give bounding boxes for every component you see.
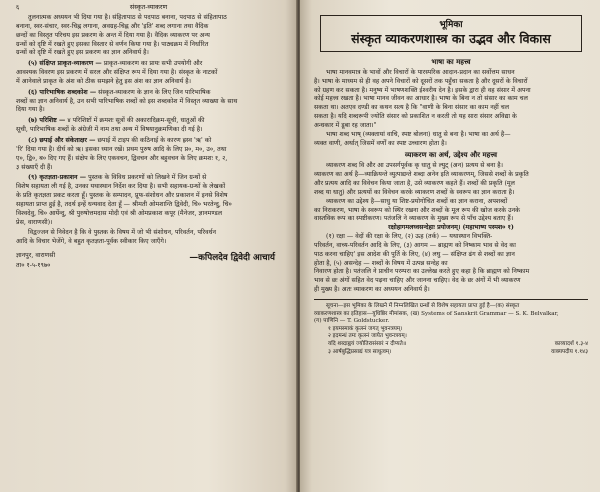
text-line: वास्तविक रूप का स्पष्टीकरण। पतंजलि ने व्याकरण के मुख्य रूप से पाँच उद्देश्य बताए हैं।: [314, 215, 514, 223]
author-name: —कपिलदेव द्विवेदी आचार्य: [189, 253, 275, 264]
text-line: बनाना, स्वर-संचार, स्वर-चिह्न लगाना, अवग्रह-चिह्न और 'इति' शब्द लगाना तथा वैदिक: [16, 22, 209, 30]
text-line: तुलनात्मक अध्ययन भी दिया गया है। संहितापाठ से पदपाठ बनाना, पदपाठ से संहितापाठ: [28, 14, 227, 21]
text-line: छपाई में टाइप की कठिनाई के कारण ह्रस्व 'ऋ' को: [97, 136, 212, 144]
quote-line: रक्षोहागमलघ्वसन्देहाः प्रयोजनम्। (महाभाष्य पस्पश० १): [388, 224, 514, 232]
left-page: [0, 0, 297, 492]
text-line: परिवर्तन, वाच्य-परिवर्तन आदि के लिए, (३) आगम — ब्राह्मण को निष्काम भाव से वेद का: [314, 241, 516, 249]
signature-block: [16, 251, 281, 271]
shloka-text: २ इदमन्धं तमः कृत्स्नं जायेत भुवनत्रयम्।: [328, 333, 407, 340]
text-line: 'रि' दिया गया है। दीर्घ को ऋ। इसका ध्यान रखें। प्रथम पुरुष आदि के लिए प्र०, म०, उ०, तथा: [16, 145, 227, 153]
text-line: व्याकरण शब्द वि और आ उपसर्गपूर्वक कृ धातु से ल्युट् (अन) प्रत्यय से बना है।: [326, 162, 504, 170]
shloka-ref: काव्यादर्श १.३-४: [554, 340, 588, 347]
text-line: सहायता प्राप्त हुई है, तदर्थ इन्हें धन्यवाद देता हूँ — श्रीमती ओमशान्ति द्विवेदी, चि० भरतेन्दु, चि०: [16, 200, 232, 208]
text-line: अन्धकार में डूबा रह जाता।": [314, 121, 377, 129]
shloka-text: १ इयमस्माकं कृत्स्नं जगत् भुवनत्रयम्।: [328, 325, 403, 332]
section-language-importance: [314, 69, 588, 149]
text-line: निवारण होता है। पतंजलि ने प्राचीन परम्परा का उल्लेख करते हुए कहा है कि ब्राह्मण को निष्काम: [314, 268, 530, 276]
text-line: भाषा शब्द भाष् (व्यक्तायां वाचि, स्पष्ट बोलना) धातु से बना है। भाषा का अर्थ है—: [326, 130, 511, 138]
text-line: प्राकृत-व्याकरण का प्रायः सभी उपयोगी और: [103, 60, 203, 68]
text-line: प्रेस, वाराणसी)।: [16, 218, 53, 226]
text-line: पुस्तक के विविध प्रकरणों को लिखने में जिन ग्रन्थों से: [88, 174, 207, 182]
section-grammar-purpose: [314, 162, 588, 295]
text-line: होता है, (५) असन्देह — शब्दों के विषय में उत्पन्न सन्देह का: [314, 259, 448, 267]
text-line: सूची, पारिभाषिक शब्दों के अंग्रेजी में नाम तथा अन्य में विषयानुक्रमणिका दी गई है।: [16, 126, 203, 134]
text-line: व्याकरण का उद्देश्य है—साधु या शिष्ट-प्रयोगोचित शब्दों का ज्ञान कराना, अपशब्दों: [326, 197, 508, 205]
text-line: आदि के विचार भेजेंगे, वे बहुत कृतज्ञता-पूर्वक स्वीकार किए जाएँगे।: [16, 238, 167, 246]
item-printing: [16, 137, 281, 172]
text-line: सकता है। यदि शब्दरूपी ज्योति संसार को प्रकाशित न करती तो यह सारा संसार अविद्या के: [314, 113, 517, 121]
shloka-text: ३ आर्षबुद्धिप्रसाद्यं यत्र साधुत्वम्।: [328, 348, 392, 355]
text-line: शब्दों का ज्ञान अनिवार्य है, उन सभी पारिभाषिक शब्दों को इस शब्दकोश में विस्तृत व्याख्या के साथ: [16, 97, 238, 105]
text-line: विद्वज्जन से निवेदन है कि वे पुस्तक के विषय में जो भी संशोधन, परिवर्तन, परिवर्धन: [28, 229, 216, 237]
closing-paragraph: [16, 229, 281, 247]
text-line: विशेष सहायता ली गई है, उनका यथास्थान निर्देश कर दिया है। सभी सहायक-ग्रन्थों के लेखकों: [16, 183, 226, 191]
text-line: और प्रत्यय आदि का विवेचन किया जाता है, उसे व्याकरण कहते हैं। शब्दों की प्रकृति (मूल: [314, 179, 515, 187]
chapter-heading-box: [320, 15, 582, 52]
text-line: ग्रन्थों को दृष्टि में रखते हुए इसका विस्तार से वर्णन किया गया है। पाठ्यक्रम में निर्धारित: [16, 40, 209, 48]
text-line: भाषा मानवमात्र के भावों और विचारों के पारस्परिक आदान-प्रदान का सर्वोत्तम साधन: [326, 68, 515, 76]
shloka-line: [314, 341, 588, 349]
text-line: सकता था। अतएव दण्डी का कथन सत्य है कि "वाणी के बिना संसार का काम नहीं चल: [314, 104, 510, 112]
text-line: का निराकरण, भाषा के स्वरूप को स्थिर रखना और शब्दों के मूल रूप की खोज करके उनके: [314, 206, 520, 214]
text-line: आवश्यक विवरण इस प्रकरण में सरल और संक्षिप्त रूप में दिया गया है। संस्कृत के नाटकों: [16, 69, 218, 77]
chapter-title: संस्कृत व्याकरणशास्त्र का उद्भव और विकास: [351, 31, 551, 46]
text-line: ३ संख्याएँ दी हैं।: [16, 163, 53, 171]
text-line: के प्रति कृतज्ञता प्रकट करता हूँ। पुस्तक के सम्पादन, प्रूफ-संशोधन और प्रकाशन में इनसे विशेष: [16, 192, 228, 200]
text-line: कोई महत्त्व रखता है। भाषा मानव जीवन का आधार है। भाषा के बिना न तो संसार का काम चल: [314, 95, 528, 103]
item-glossary: [16, 89, 281, 116]
text-line: छन्दों का विस्तृत परिचय इस प्रकरण के अन्त में दिया गया है। वैदिक व्याकरण पर अन्य: [16, 31, 210, 39]
intro-paragraph: [16, 14, 281, 58]
text-line: में आनेवाले प्राकृत के अंश को ठीक समझने हेतु इस अंश का ज्ञान अनिवार्य है।: [16, 77, 192, 85]
text-line: ही मुख्य है। अतः व्याकरण का अध्ययन अनिवार्य है।: [314, 286, 430, 294]
footnote-block: [314, 303, 588, 356]
shloka-line: [314, 349, 588, 357]
item-acknowledgement: [16, 174, 281, 227]
right-page: [300, 0, 600, 492]
running-head-title: संस्कृत-व्याकरण: [129, 3, 168, 11]
text-line: ए०, द्वि०, ब० दिए गए हैं। संक्षेप के लिए एकवचन, द्विवचन और बहुवचन के लिए क्रमशः १, २,: [16, 154, 228, 162]
item-label: (५) संक्षिप्त प्राकृत-व्याकरण —: [28, 60, 102, 68]
footnote-line: सूचना—इस भूमिका के लिखने में निम्नलिखित ग्रन्थों से विशेष सहायता प्राप्त हुई है—(क) संस्कृत: [326, 302, 520, 309]
text-line: संस्कृत-व्याकरण के ज्ञान के लिए जिन पारिभाषिक: [98, 88, 211, 96]
item-label: (८) छपाई और संकेताक्षर —: [28, 136, 96, 144]
text-line: भाव से छः अंगों सहित वेद पढ़ना चाहिए और जानना चाहिए। वेद के छः अंगों में भी व्याकरण: [314, 277, 521, 285]
footnote-line: (ग) पाणिनि — T. Goldstucker.: [314, 318, 390, 325]
chapter-label: भूमिका: [439, 20, 463, 30]
shloka-line: [314, 333, 588, 341]
section-heading: व्याकरण का अर्थ, उद्देश्य और महत्त्व: [405, 150, 497, 160]
footnote-rule: [314, 299, 588, 300]
text-line: पाठ करना चाहिए' इस आदेश की पूर्ति के लिए, (४) लघु — संक्षिप्त ढंग से शब्दों का ज्ञान: [314, 250, 515, 258]
page-number: ६: [16, 3, 20, 11]
text-line: को ग्रहण कर सकता है। मनुष्य में भाषणशक्ति ईश्वरीय देन है। इसके द्वारा ही वह संसार में अपना: [314, 86, 531, 94]
text-line: व्यक्त वाणी, अर्थात् जिसमें वर्णों का स्पष्ट उच्चारण होता है।: [314, 139, 447, 147]
text-line: (१) रक्षा — वेदों की रक्षा के लिए, (२) ऊह (तर्क) — यथास्थान विभक्ति-: [326, 233, 493, 241]
item-label: (७) परिशिष्ट —: [28, 117, 66, 125]
text-line: दिया गया है।: [16, 106, 45, 114]
left-running-head: [16, 3, 281, 14]
item-label: (६) पारिभाषिक शब्दकोश —: [28, 88, 97, 96]
date-text: ता० १-५-१९७०: [16, 262, 51, 270]
item-prakrit-grammar: [16, 60, 281, 87]
text-line: व्याकरण का अर्थ है—व्याक्रियन्ते व्युत्पाद्यन्ते शब्दा अनेन इति व्याकरणम्, जिससे शब्दों के प्रकृति: [314, 171, 529, 179]
footnote-line: व्याकरणशास्त्र का इतिहास—युधिष्ठिर मीमांसक, (ख) Systems of Sanskrit Grammar — S. K. Belvalkar,: [314, 310, 559, 317]
text-line: ग्रन्थों को दृष्टि में रखते हुए इस प्रकरण का ज्ञान अनिवार्य है।: [16, 49, 149, 57]
text-line: शब्द या धातु) और प्रत्ययों का विवेचन करके व्याकरण शब्दों के स्वरूप का ज्ञान कराता है।: [314, 188, 515, 196]
shloka-text: यदि शब्दाह्वयं ज्योतिरासंसारं न दीप्यते॥: [328, 340, 407, 347]
text-line: ४ परिशिष्टों में क्रमशः सूत्रों की अकारादिक्रम-सूची, धातुओं की: [67, 117, 205, 125]
text-line: है। भाषा के माध्यम से ही वह अपने विचारों को दूसरों तक पहुँचा सकता है और दूसरों के विचारों: [314, 77, 528, 85]
item-appendix: [16, 117, 281, 135]
item-label: (९) कृतज्ञता-प्रकाशन —: [28, 174, 87, 182]
text-line: विश्वदेवु, चि० आर्येन्दु, श्री पुरुषोत्तमदास मोदी एवं श्री ओमप्रकाश कपूर (मैनेजर, ज्ञानमण्डल: [16, 209, 222, 217]
place-text: ज्ञानपुर, वाराणसी: [16, 252, 56, 260]
section-heading: भाषा का महत्त्व: [431, 57, 471, 66]
shloka-ref: वाक्यपदीय १.१४३: [551, 348, 588, 355]
